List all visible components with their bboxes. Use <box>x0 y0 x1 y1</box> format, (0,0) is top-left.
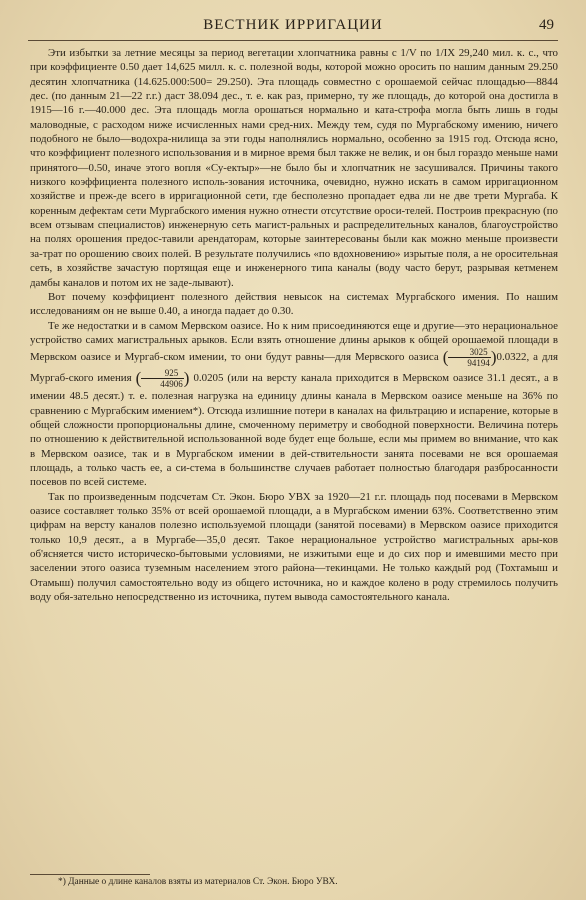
paragraph-1: Эти избытки за летние месяцы за период вегетации хлопчатника равны с 1/V по 1/IX 29,240 мил. к. с., что при коэффициенте 0.50 дает 14,625 милл. к. с. полезной воды, которой можно оросить по нашим данным 29.250 десятин хлопчатника (14.625.000:500= 29.250). Эта площадь совместно с орошаемой сейчас площадью—8844 дес. (по данным 21—22 г.г.) даст 38.094 дес., т. е. как раз, примерно, ту же площадь, до которой она достигла в 1915—16 г.—40.000 дес. Эта площадь могла орошаться нормально и ката-строфа могла быть лишь в годы маловодные, с расходом ниже исчисленных нами сред-них. Между тем, судя по Мургабскому имению, ничего подобного не было—водохра-нилища за эти годы наполнялись нормально, особенно за 1915 год. Отсюда ясно, что коэффициент полезного использования и в мирное время был также не велик, и он был гораздо меньше нами принятого—0.50, иначе этого вопля «Су-ектыр»—не было бы и хлопчатник не засушивался. Причины такого низкого коэффициента полезного исполь-зования источника, очевидно, нужно искать в самом ирригационном хозяйстве и преж-де всего в ирригационной сети, где бесполезно пропадает едва ли не две трети Мургаба. К коренным дефектам сети Мургабского имения нужно отнести отсутствие ороси-телей. Построив прекрасную (по всем отзывам специалистов) инженерную сеть магист-ральных и распределительных каналов, благоустройство на полях орошения предос-тавили арендаторам, которые заинтересованы были как можно меньше произвести за-трат по орошению своих полей. В результате получились «по вдохновению» изрытые поля, а не оросительная сеть, в хозяйстве зачастую портящая еще и инженерного типа каналы (воду часто берут, разрывая кетменем дамбы каналов и потом их не заде-лывают). <box>30 47 558 289</box>
fraction-merv-numerator: 3025 <box>448 347 491 358</box>
fraction-murgab-denominator: 44906 <box>160 379 183 390</box>
paragraph-3-part-2: 0.0322, а для Мургаб-ского имения <box>30 351 558 385</box>
footnote: *) Данные о длине каналов взяты из материалов Ст. Экон. Бюро УВХ. <box>58 877 338 887</box>
paragraph-3-part-3: 0.0205 (или на версту канала приходится в Мервском оазисе 31.1 десят., а в имении 48.5 десят.) т. е. полезная нагрузка на единицу длины канала в Мервском оазисе меньше на 36% по сравнению с Мургабским имением*). Отсюда излишние потери в каналах на фильтрацию и испарение, которые в общей сложности пропорциональны длине, смоченному периметру и свободной поверхности. Величина потерь по отношению к действительной использованной воде будет еще больше, если мы примем во внимание, что как в Мервском оазисе, так и в Мургабском имении в дей-ствительности занята посевами не вся орошаемая площадь, а только часть ее, а си-стема в большинстве случаев работает полностью благодаря разбросанности посевов по всей системе. <box>30 372 558 489</box>
fraction-murgab-numerator: 925 <box>141 368 184 379</box>
page-number: 49 <box>539 17 554 33</box>
paragraph-4: Так по произведенным подсчетам Ст. Экон. Бюро УВХ за 1920—21 г.г. площадь под посевами в Мервском оазисе составляет только 35% от всей орошаемой площади, а в Мургабском имении 63%. Соответственно этим цифрам на версту каналов полезно используемой площади (занятой посевами) в Мервском оазисе приходится только 10,9 десят., а в Мургабе—35,0 десят. Такое нерациональное устройство магистральных ары-ков об'ясняется чисто историческо-бытовыми условиями, не изжитыми еще и до сих пор и имевшими место при заселении этого оазиса туземным населением этого района—текинцами. Не только каждый род (Тохтамыш и Отамыш) получил самостоятельно воду из общего источника, но и каждое колено в роду стремилось получить воду обя-зательно непосредственно из источника, путем вывода самостоятельного канала. <box>30 490 558 604</box>
paragraph-3: Те же недостатки и в самом Мервском оазисе. Но к ним присоединяются еще и другие—это нерациональное устройство самих магистральных арыков. Если взять отношение длины арыков к общей орошаемой площади в Мервском оазисе и Мургаб-ском имении, то они будут равны—для Мервского оазиса ( $\frac{3025}{94194}$ )0.0322, а для Мургаб-ского имения ( $\frac{925}{44906}$ ) 0.0205 (или на версту канала приходится в Мервском оазисе 31.1 десят., а в имении 48.5 десят.) т. е. полезная нагрузка на единицу длины канала в Мервском оазисе меньше на 36% по сравнению с Мургабским имением*). Отсюда излишние потери в каналах на фильтрацию и испарение, которые в общей сложности пропорциональны длине, смоченному периметру и свободной поверхности. Величина потерь по отношению к действительной использованной воде будет еще больше, если мы примем во внимание, что как в Мервском оазисе, так и в Мургабском имении в дей-ствительности занята посевами не вся орошаемая площадь, а только часть ее, а си-стема в большинстве случаев работает полностью благодаря разбросанности посевов по всей системе. <box>30 319 558 489</box>
paragraph-2: Вот почему коэффициент полезного действия невысок на системах Мургабского имения. По нашим исследованиям он не выше 0.40, а иногда падает до 0.30. <box>30 290 558 318</box>
fraction-merv-denominator: 94194 <box>467 358 490 369</box>
journal-title: ВЕСТНИК ИРРИГАЦИИ <box>203 17 383 33</box>
article-body <box>30 46 558 604</box>
footnote-divider <box>30 874 150 875</box>
paragraph-3-part-1: Те же недостатки и в самом Мервском оазисе. Но к ним присоединяются еще и другие—это нерациональное устройство самих магистральных арыков. Если взять отношение длины арыков к общей орошаемой площади в Мервском оазисе и Мургаб-ском имении, то они будут равны—для Мервского оазиса <box>30 319 558 364</box>
fraction-murgab <box>141 368 184 389</box>
running-header <box>28 14 558 41</box>
fraction-merv <box>448 347 491 368</box>
